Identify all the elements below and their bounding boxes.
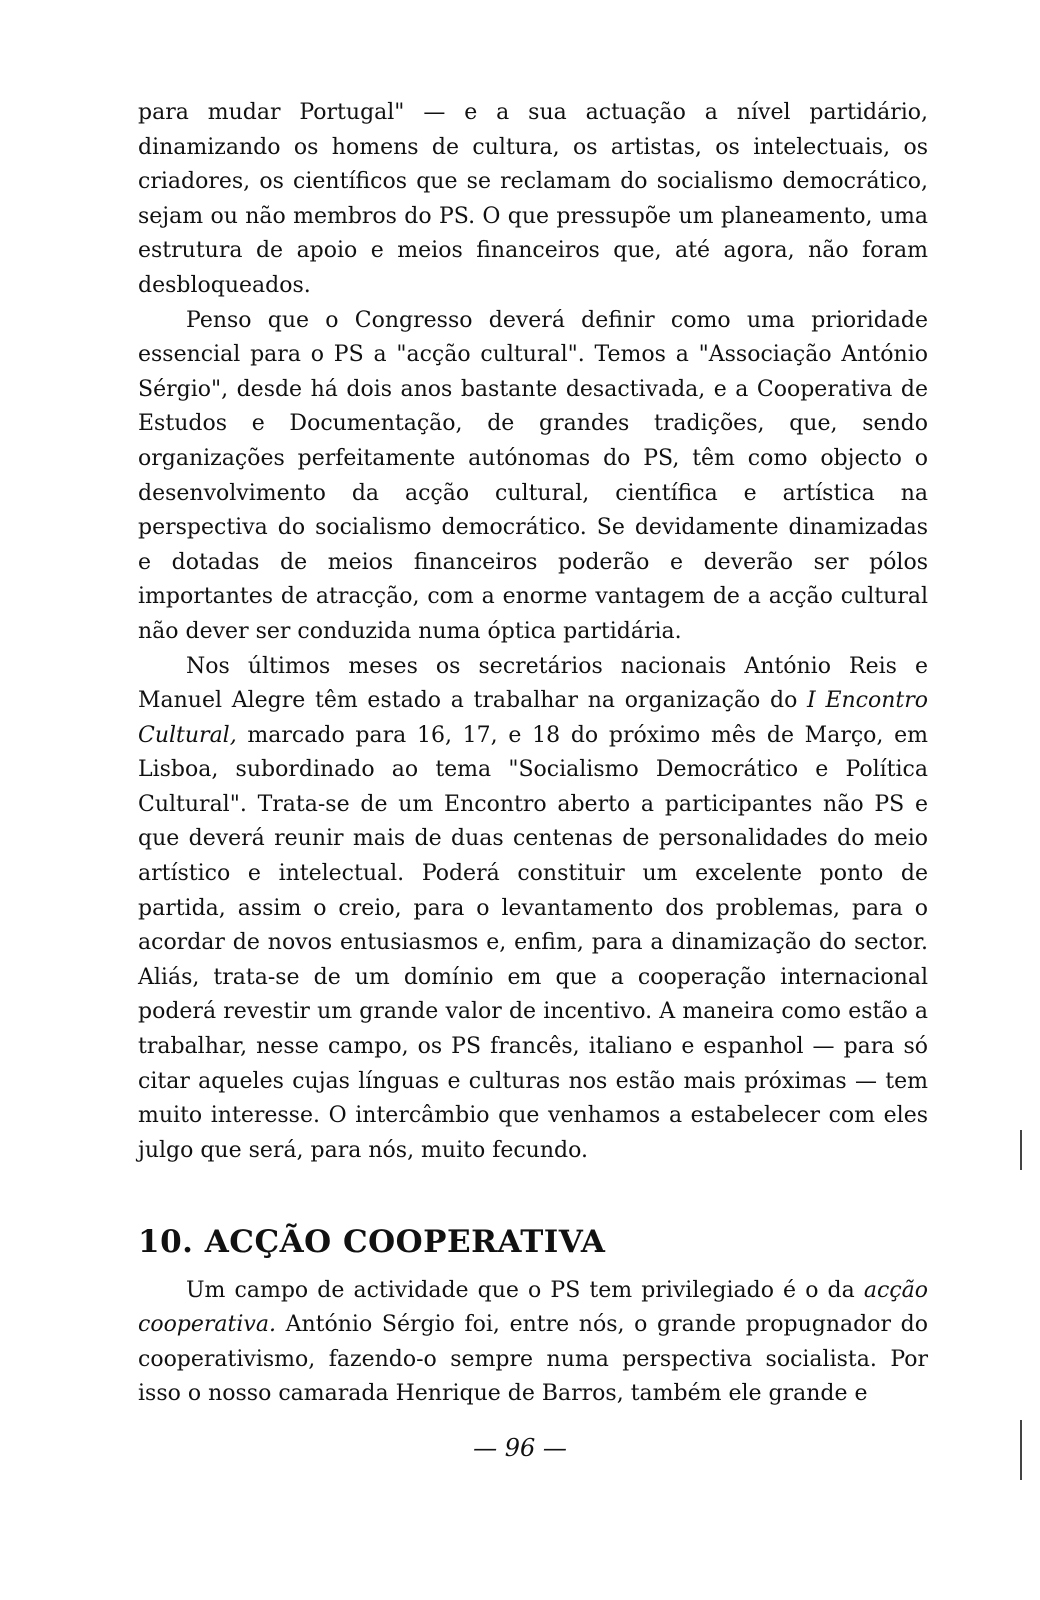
paragraph-3-end: marcado para 16, 17, e 18 do próximo mês de Março, em Lisboa, subordinado ao tema "Socialismo Democrático e Política Cultural". Trata-se de um Encontro aberto a participantes não PS e que deverá reunir mais de duas centenas de personalidades do meio artístico e intelectual. Poderá constituir um excelente ponto de partida, assim o creio, para o levantamento dos problemas, para o acordar de novos entusiasmos e, enfim, para a dinamização do sector. Aliás, trata-se de um domínio em que a cooperação internacional poderá revestir um grande valor de incentivo. A maneira como estão a trabalhar, nesse campo, os PS francês, italiano e espanhol — para só citar aqueles cujas línguas e culturas nos estão mais próximas — tem muito interesse. O intercâmbio que venhamos a estabelecer com eles julgo que será, para nós, muito fecundo. bbox=[138, 722, 928, 1163]
paragraph-3 bbox=[138, 650, 928, 1169]
section-emphasis: acção cooperativa. bbox=[138, 1277, 928, 1338]
page-number: — 96 — bbox=[473, 1434, 567, 1462]
event-title: I Encontro Cultural, bbox=[138, 688, 929, 748]
scan-edge-mark bbox=[1020, 1420, 1022, 1480]
paragraph-1: para mudar Portugal" — e a sua actuação a nível partidário, dinamizando os homens de cultura, os artistas, os intelectuais, os criadores, os científicos que se reclamam do socialismo democrático, sejam ou não membros do PS. O que pressupõe um planeamento, uma estrutura de apoio e meios financeiros que, até agora, não foram desbloqueados. bbox=[138, 100, 928, 298]
paragraph-3-start: Nos últimos meses os secretários nacionais António Reis e Manuel Alegre têm estado a trabalhar na organização do bbox=[138, 653, 928, 714]
section-paragraph bbox=[138, 1274, 928, 1412]
section-10 bbox=[138, 1225, 928, 1412]
section-paragraph-start: Um campo de actividade que o PS tem privilegiado é o da bbox=[186, 1277, 864, 1303]
scan-edge-mark bbox=[1020, 1130, 1022, 1170]
section-paragraph-end: António Sérgio foi, entre nós, o grande propugnador do cooperativismo, fazendo-o sempre numa perspectiva socialista. Por isso o nosso camarada Henrique de Barros, também ele grande e bbox=[138, 1312, 928, 1407]
paragraph-2: Penso que o Congresso deverá definir como uma prioridade essencial para o PS a "acção cultural". Temos a "Associação António Sérgio", desde há dois anos bastante desactivada, e a Cooperativa de Estudos e Documentação, de grandes tradições, que, sendo organizações perfeitamente autónomas do PS, têm como objecto o desenvolvimento da acção cultural, científica e artística na perspectiva do socialismo democrático. Se devidamente dinamizadas e dotadas de meios financeiros poderão e deverão ser pólos importantes de atracção, com a enorme vantagem de a acção cultural não dever ser conduzida numa óptica partidária. bbox=[138, 307, 928, 644]
body-text bbox=[138, 96, 928, 1168]
section-heading: 10. ACÇÃO COOPERATIVA bbox=[138, 1224, 606, 1260]
